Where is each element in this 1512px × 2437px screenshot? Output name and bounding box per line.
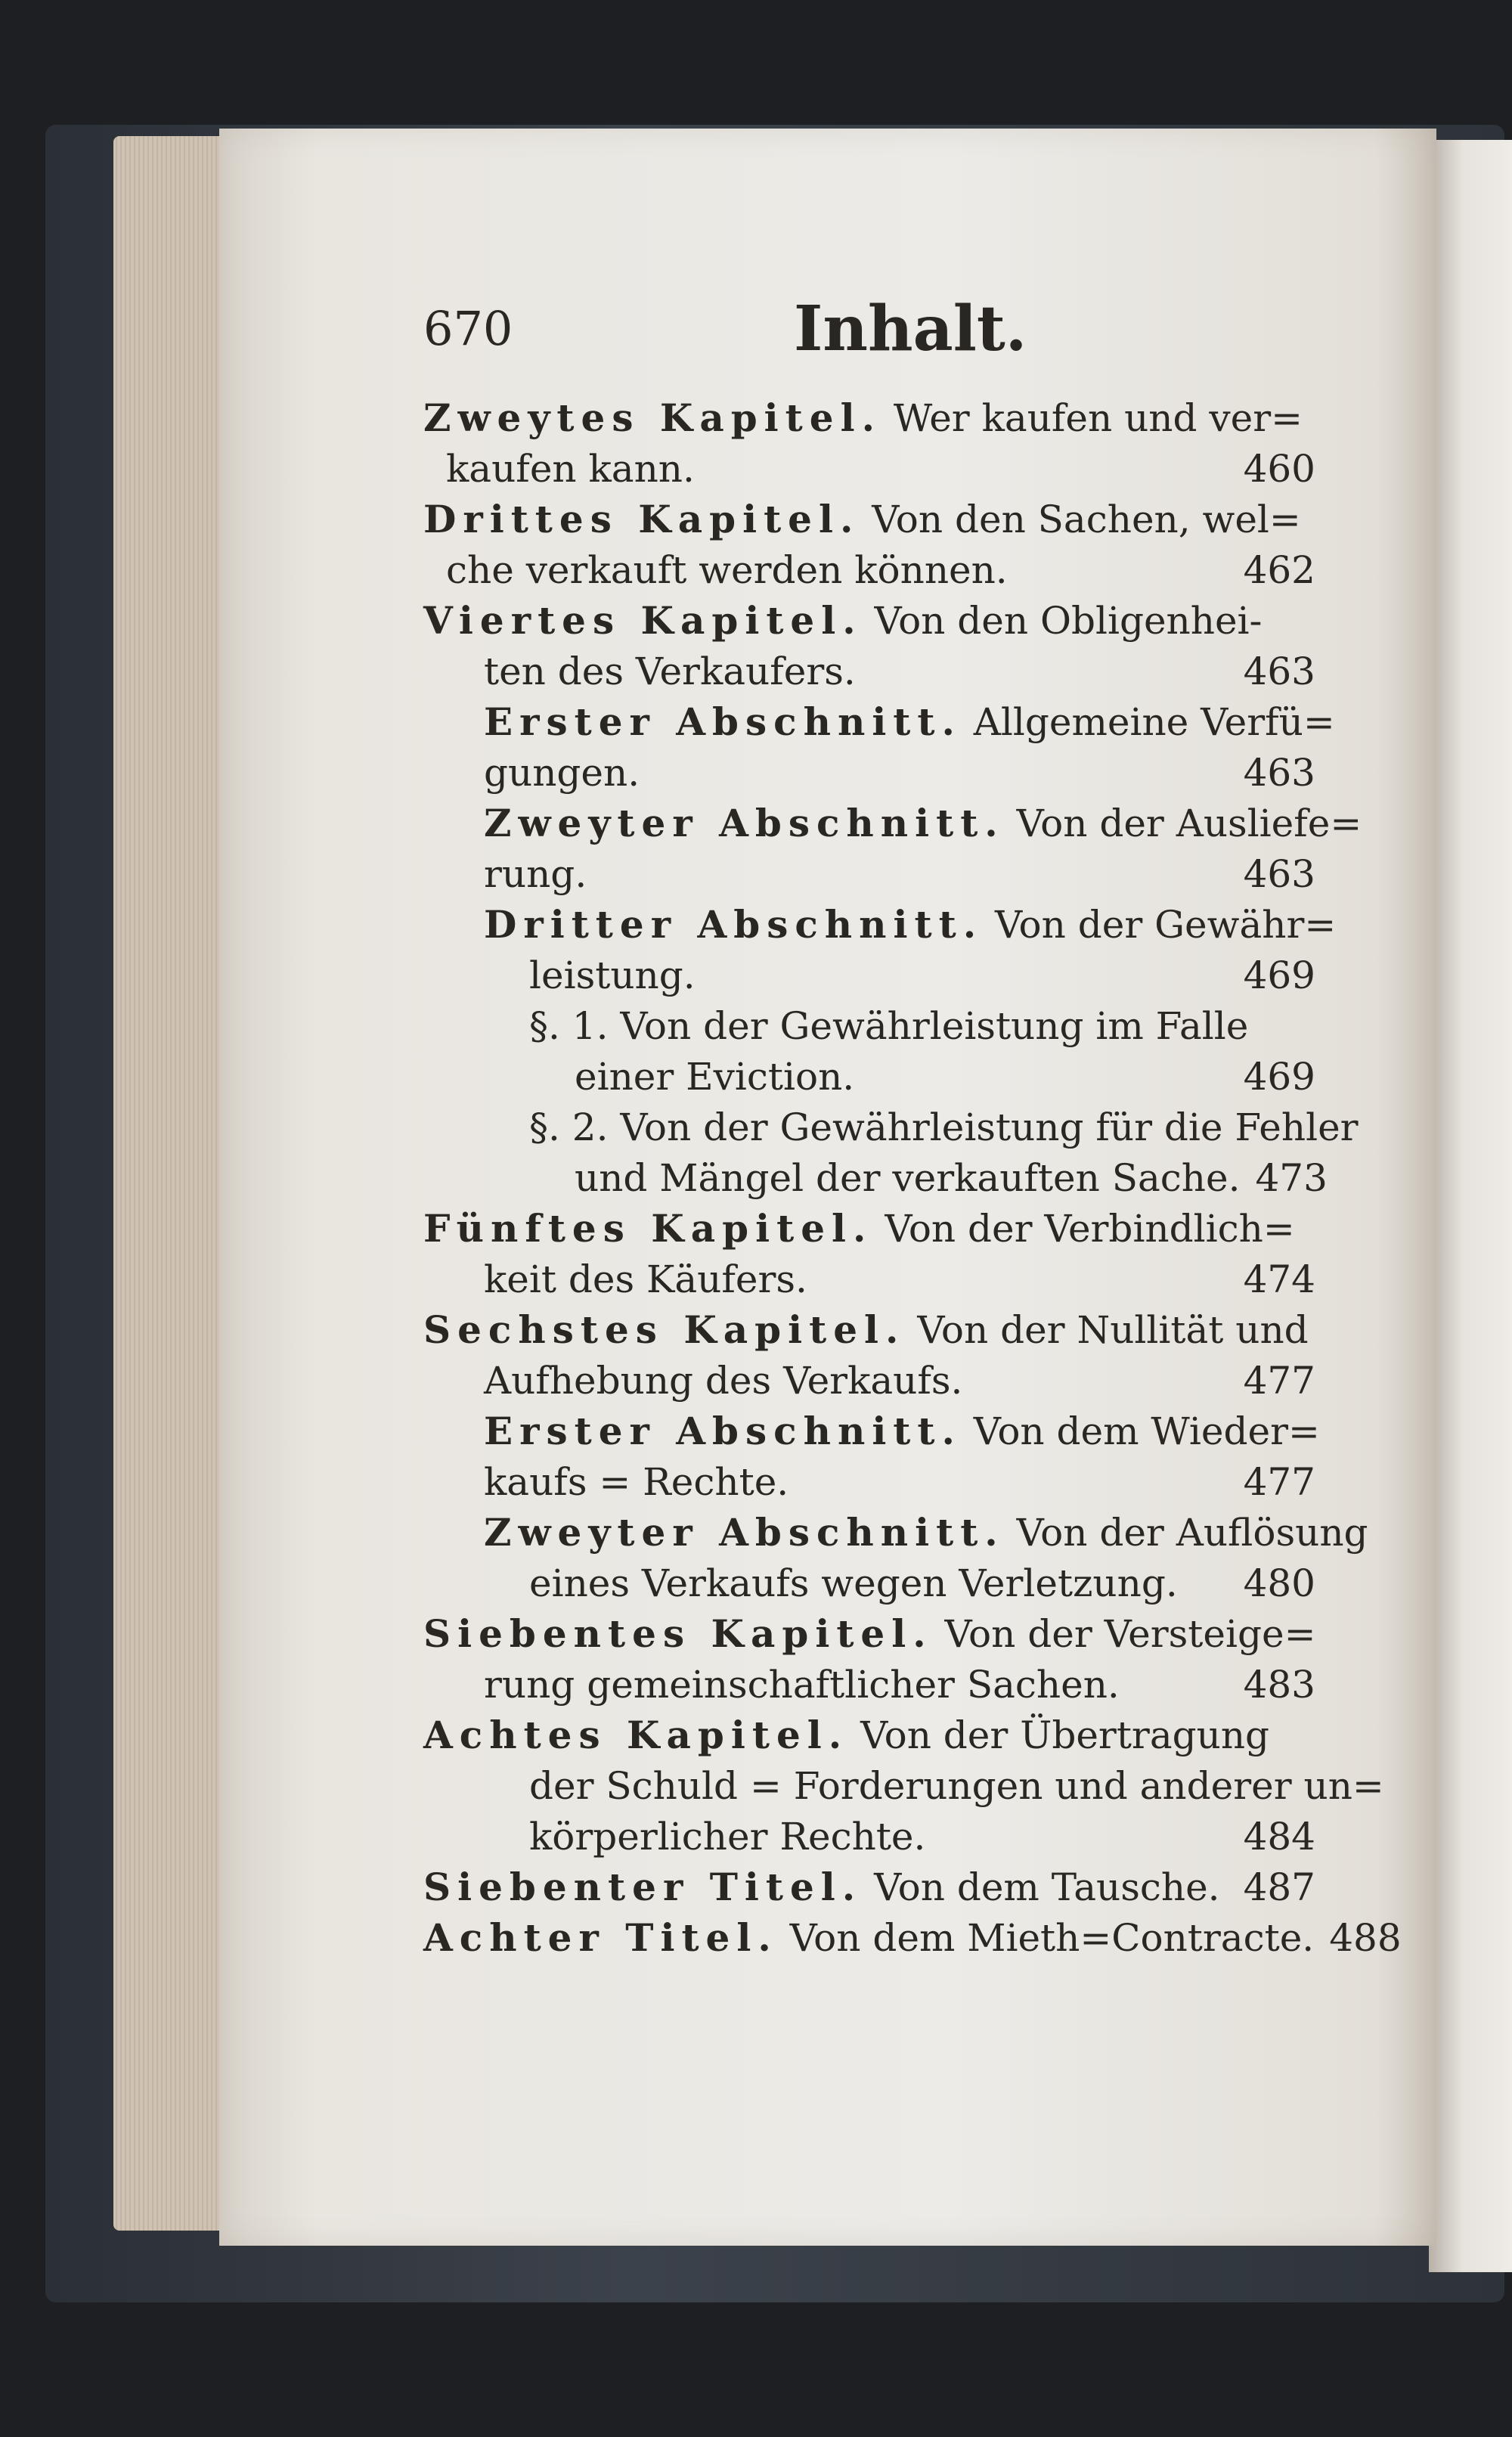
toc-text: körperlicher Rechte. <box>529 1815 926 1859</box>
toc-entry <box>423 1862 1315 1912</box>
toc-page: 483 <box>1243 1663 1315 1707</box>
toc-entry <box>423 1913 1402 1963</box>
toc-text: Von dem Mieth=Contracte. <box>777 1916 1315 1960</box>
toc-text: der Schuld = Forderungen und anderer un= <box>529 1764 1384 1808</box>
toc-text: einer Eviction. <box>575 1055 855 1099</box>
toc-page: 463 <box>1243 852 1315 896</box>
toc-entry <box>423 393 1315 443</box>
toc-heading: Achtes Kapitel. <box>423 1713 849 1757</box>
toc-page: 469 <box>1243 1055 1315 1099</box>
toc-page: 477 <box>1243 1460 1315 1504</box>
toc-entry <box>484 748 1315 798</box>
toc-heading: Dritter Abschnitt. <box>484 902 984 947</box>
toc-text: Von der Übertragung <box>848 1713 1270 1757</box>
toc-text: Von der Verbindlich= <box>872 1207 1295 1251</box>
toc-text: §. 2. Von der Gewährleistung für die Fehler <box>529 1105 1359 1149</box>
toc-text: kaufs = Rechte. <box>484 1460 789 1504</box>
toc-text: leistung. <box>529 953 696 997</box>
page-header <box>423 291 1331 367</box>
toc-entry <box>484 646 1315 696</box>
toc-text: Wer kaufen und ver= <box>881 396 1303 440</box>
toc-text: Von den Sachen, wel= <box>860 498 1301 541</box>
toc-text: gungen. <box>484 751 640 795</box>
toc-entry <box>446 545 1315 595</box>
toc-text: und Mängel der verkauften Sache. <box>575 1156 1241 1200</box>
toc-page: 460 <box>1243 447 1315 491</box>
toc-entry <box>423 1204 1315 1254</box>
toc-heading: Siebentes Kapitel. <box>423 1611 933 1656</box>
toc-entry <box>423 495 1315 544</box>
toc-entry <box>484 1356 1315 1406</box>
toc-page: 463 <box>1243 650 1315 693</box>
page-title: Inhalt. <box>794 293 1027 365</box>
toc-heading: Zweyter Abschnitt. <box>484 1510 1005 1555</box>
toc-text: Von den Obligenhei- <box>862 599 1263 643</box>
toc-entry <box>575 1153 1328 1203</box>
toc-page: 480 <box>1243 1561 1315 1605</box>
page-number: 670 <box>423 301 513 356</box>
toc-text: kaufen kann. <box>446 447 695 491</box>
toc-entry <box>484 1406 1320 1456</box>
toc-page: 473 <box>1255 1156 1328 1200</box>
toc-entry <box>484 1254 1315 1304</box>
toc-text: Allgemeine Verfü= <box>961 700 1335 744</box>
toc-heading: Achter Titel. <box>423 1915 778 1960</box>
toc-page: 487 <box>1243 1865 1315 1909</box>
toc-page: 469 <box>1243 953 1315 997</box>
toc-entry <box>529 1102 1359 1152</box>
toc-heading: Zweytes Kapitel. <box>423 395 881 440</box>
toc-entry <box>423 1710 1315 1760</box>
toc-text: Von der Ausliefe= <box>1004 801 1362 845</box>
toc-entry <box>423 596 1315 646</box>
toc-text: Von der Gewähr= <box>983 903 1337 947</box>
toc-page: 462 <box>1243 548 1315 592</box>
toc-heading: Fünftes Kapitel. <box>423 1206 873 1251</box>
toc-entry <box>484 1457 1315 1507</box>
toc-entry <box>484 697 1335 747</box>
toc-heading: Siebenter Titel. <box>423 1865 863 1909</box>
toc-page: 484 <box>1243 1815 1315 1859</box>
toc-entry <box>484 1508 1368 1558</box>
toc-entry <box>423 1609 1315 1659</box>
toc-text: §. 1. Von der Gewährleistung im Falle <box>529 1004 1249 1048</box>
toc-text: rung gemeinschaftlicher Sachen. <box>484 1663 1120 1707</box>
toc-heading: Sechstes Kapitel. <box>423 1307 906 1352</box>
toc-text: che verkauft werden können. <box>446 548 1008 592</box>
toc-page: 488 <box>1329 1916 1402 1960</box>
toc-entry <box>446 444 1315 494</box>
toc-page: 477 <box>1243 1359 1315 1403</box>
toc-entry <box>529 1761 1384 1811</box>
toc-page: 463 <box>1243 751 1315 795</box>
toc-entry <box>575 1052 1315 1102</box>
toc-page: 474 <box>1243 1257 1315 1301</box>
toc-entry <box>529 1001 1315 1051</box>
toc-text: Von der Versteige= <box>932 1612 1316 1656</box>
toc-heading: Zweyter Abschnitt. <box>484 801 1005 845</box>
toc-heading: Viertes Kapitel. <box>423 598 863 643</box>
toc-text: Von dem Wieder= <box>961 1409 1320 1453</box>
toc-entry <box>529 1558 1315 1608</box>
toc-text: Von der Auflösung <box>1004 1511 1368 1555</box>
toc-heading: Drittes Kapitel. <box>423 497 860 541</box>
toc-text: Von dem Tausche. <box>862 1865 1220 1909</box>
toc-text: Aufhebung des Verkaufs. <box>484 1359 963 1403</box>
toc-heading: Erster Abschnitt. <box>484 699 962 744</box>
toc-heading: Erster Abschnitt. <box>484 1409 962 1453</box>
toc-text: keit des Käufers. <box>484 1257 807 1301</box>
toc-text: eines Verkaufs wegen Verletzung. <box>529 1561 1178 1605</box>
toc-entry <box>484 798 1362 848</box>
toc-entry <box>529 950 1315 1000</box>
toc-text: Von der Nullität und <box>905 1308 1309 1352</box>
toc-text: rung. <box>484 852 587 896</box>
toc-entry <box>484 849 1315 899</box>
toc-entry <box>484 1660 1315 1710</box>
toc-entry <box>484 900 1337 950</box>
toc-entry <box>529 1812 1315 1862</box>
toc-entry <box>423 1305 1315 1355</box>
toc-text: ten des Verkaufers. <box>484 650 856 693</box>
